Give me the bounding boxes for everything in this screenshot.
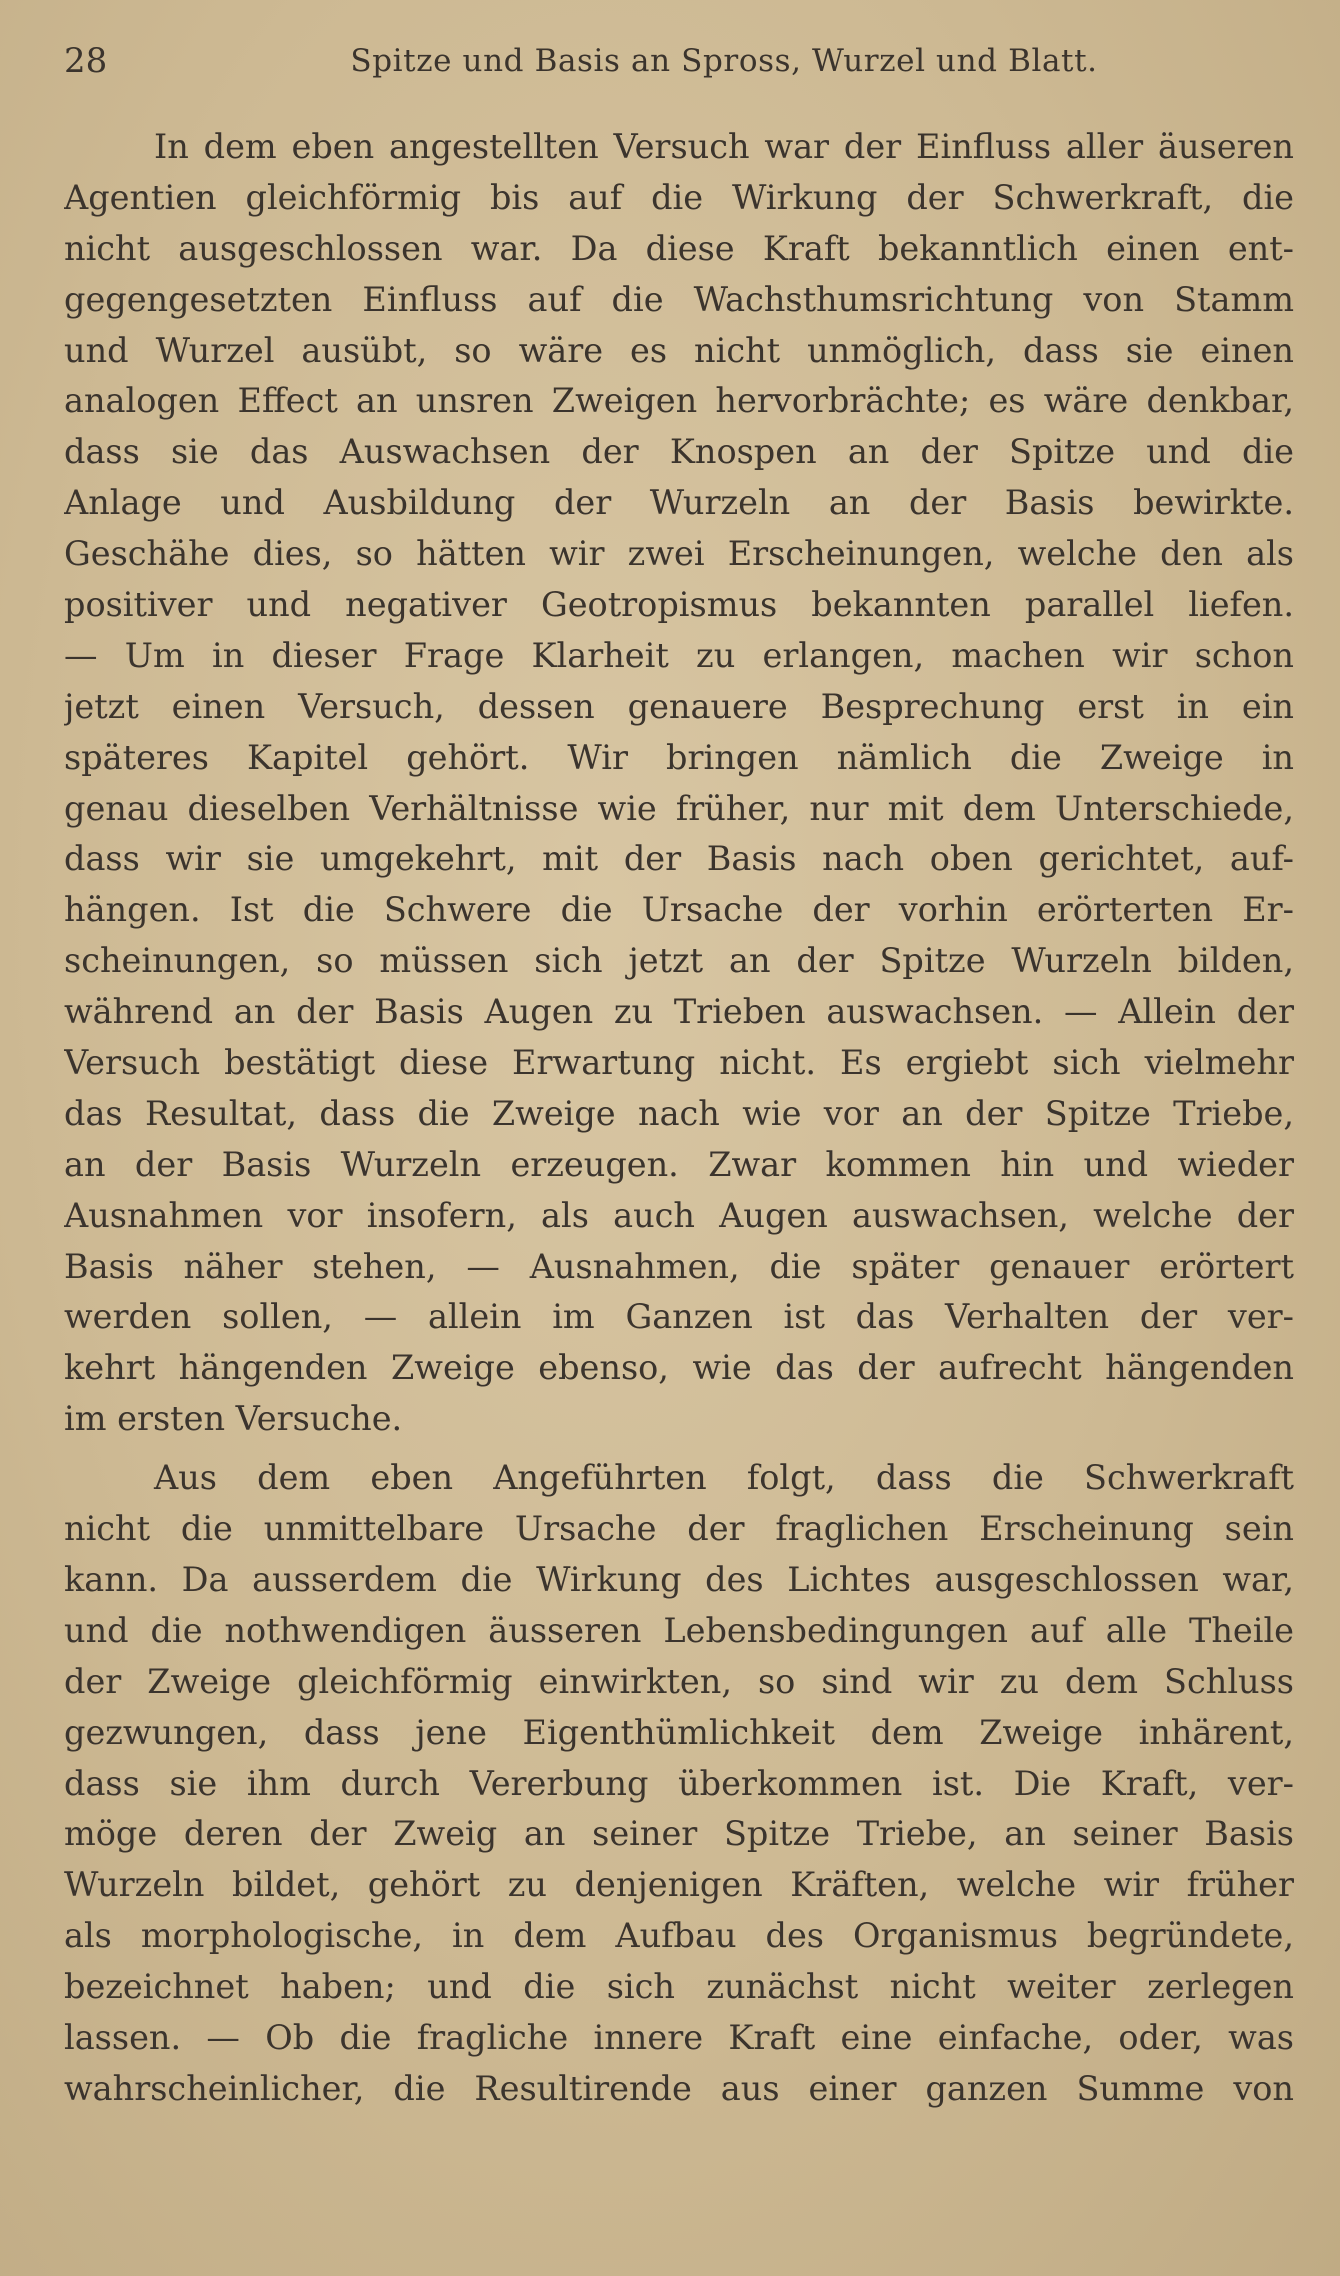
text-line: gegengesetzten Einfluss auf die Wachsthumsrichtung von Stamm [64, 279, 1294, 319]
text-line: — Um in dieser Frage Klarheit zu erlangen, machen wir schon [64, 635, 1294, 675]
text-line: Anlage und Ausbildung der Wurzeln an der Basis bewirkte. [64, 483, 1294, 523]
running-head [64, 36, 1294, 86]
text-line: gezwungen, dass jene Eigenthümlichkeit dem Zweige inhärent, [64, 1712, 1294, 1752]
text-line: nicht die unmittelbare Ursache der fraglichen Erscheinung sein [64, 1509, 1294, 1549]
text-line: analogen Effect an unsren Zweigen hervorbrächte; es wäre denkbar, [64, 381, 1294, 421]
text-line: kehrt hängenden Zweige ebenso, wie das der aufrecht hängenden [64, 1348, 1294, 1388]
text-line: genau dieselben Verhältnisse wie früher, nur mit dem Unterschiede, [64, 788, 1294, 828]
text-line: dass wir sie umgekehrt, mit der Basis nach oben gerichtet, auf- [64, 839, 1294, 879]
text-line: späteres Kapitel gehört. Wir bringen nämlich die Zweige in [64, 737, 1294, 777]
text-line: nicht ausgeschlossen war. Da diese Kraft bekanntlich einen ent- [64, 228, 1294, 268]
text-line: hängen. Ist die Schwere die Ursache der vorhin erörterten Er- [64, 890, 1294, 930]
text-line: im ersten Versuche. [64, 1399, 403, 1439]
text-line: In dem eben angestellten Versuch war der Einfluss aller äuseren [154, 127, 1294, 166]
text-line: Aus dem eben Angeführten folgt, dass die Schwerkraft [154, 1458, 1294, 1498]
text-line: Ausnahmen vor insofern, als auch Augen auswachsen, welche der [64, 1195, 1294, 1235]
text-line: als morphologische, in dem Aufbau des Organismus begründete, [64, 1916, 1294, 1956]
text-line: positiver und negativer Geotropismus bekannten parallel liefen. [64, 585, 1294, 625]
text-line: und Wurzel ausübt, so wäre es nicht unmöglich, dass sie einen [64, 330, 1294, 370]
text-line: und die nothwendigen äusseren Lebensbedingungen auf alle Theile [64, 1610, 1294, 1650]
text-line: kann. Da ausserdem die Wirkung des Lichtes ausgeschlossen war, [64, 1559, 1294, 1599]
text-line: der Zweige gleichförmig einwirkten, so sind wir zu dem Schluss [64, 1661, 1294, 1701]
running-title: Spitze und Basis an Spross, Wurzel und Blatt. [350, 43, 1098, 79]
text-line: scheinungen, so müssen sich jetzt an der Spitze Wurzeln bilden, [64, 941, 1294, 981]
text-line: möge deren der Zweig an seiner Spitze Triebe, an seiner Basis [64, 1814, 1294, 1854]
text-line: bezeichnet haben; und die sich zunächst nicht weiter zerlegen [64, 1967, 1294, 2007]
text-line: Agentien gleichförmig bis auf die Wirkung der Schwerkraft, die [64, 177, 1294, 217]
body-text [64, 122, 1294, 2115]
text-line: während an der Basis Augen zu Trieben auswachsen. — Allein der [64, 992, 1294, 1032]
page-number: 28 [64, 41, 108, 81]
paragraph [64, 122, 1294, 1445]
text-line: das Resultat, dass die Zweige nach wie vor an der Spitze Triebe, [64, 1093, 1294, 1133]
text-line: lassen. — Ob die fragliche innere Kraft eine einfache, oder, was [64, 2017, 1294, 2057]
text-line: dass sie das Auswachsen der Knospen an der Spitze und die [64, 432, 1294, 472]
text-line: an der Basis Wurzeln erzeugen. Zwar kommen hin und wieder [64, 1144, 1294, 1184]
text-line: dass sie ihm durch Vererbung überkommen ist. Die Kraft, ver- [64, 1763, 1294, 1803]
text-line: wahrscheinlicher, die Resultirende aus einer ganzen Summe von [64, 2068, 1294, 2108]
text-line: Basis näher stehen, — Ausnahmen, die später genauer erörtert [64, 1246, 1294, 1286]
paragraph [64, 1453, 1294, 2115]
text-line: Versuch bestätigt diese Erwartung nicht. Es ergiebt sich vielmehr [64, 1043, 1294, 1083]
text-line: jetzt einen Versuch, dessen genauere Besprechung erst in ein [64, 686, 1294, 726]
text-line: Wurzeln bildet, gehört zu denjenigen Kräften, welche wir früher [64, 1865, 1294, 1905]
text-line: Geschähe dies, so hätten wir zwei Erscheinungen, welche den als [64, 534, 1294, 574]
text-line: werden sollen, — allein im Ganzen ist das Verhalten der ver- [64, 1297, 1294, 1337]
